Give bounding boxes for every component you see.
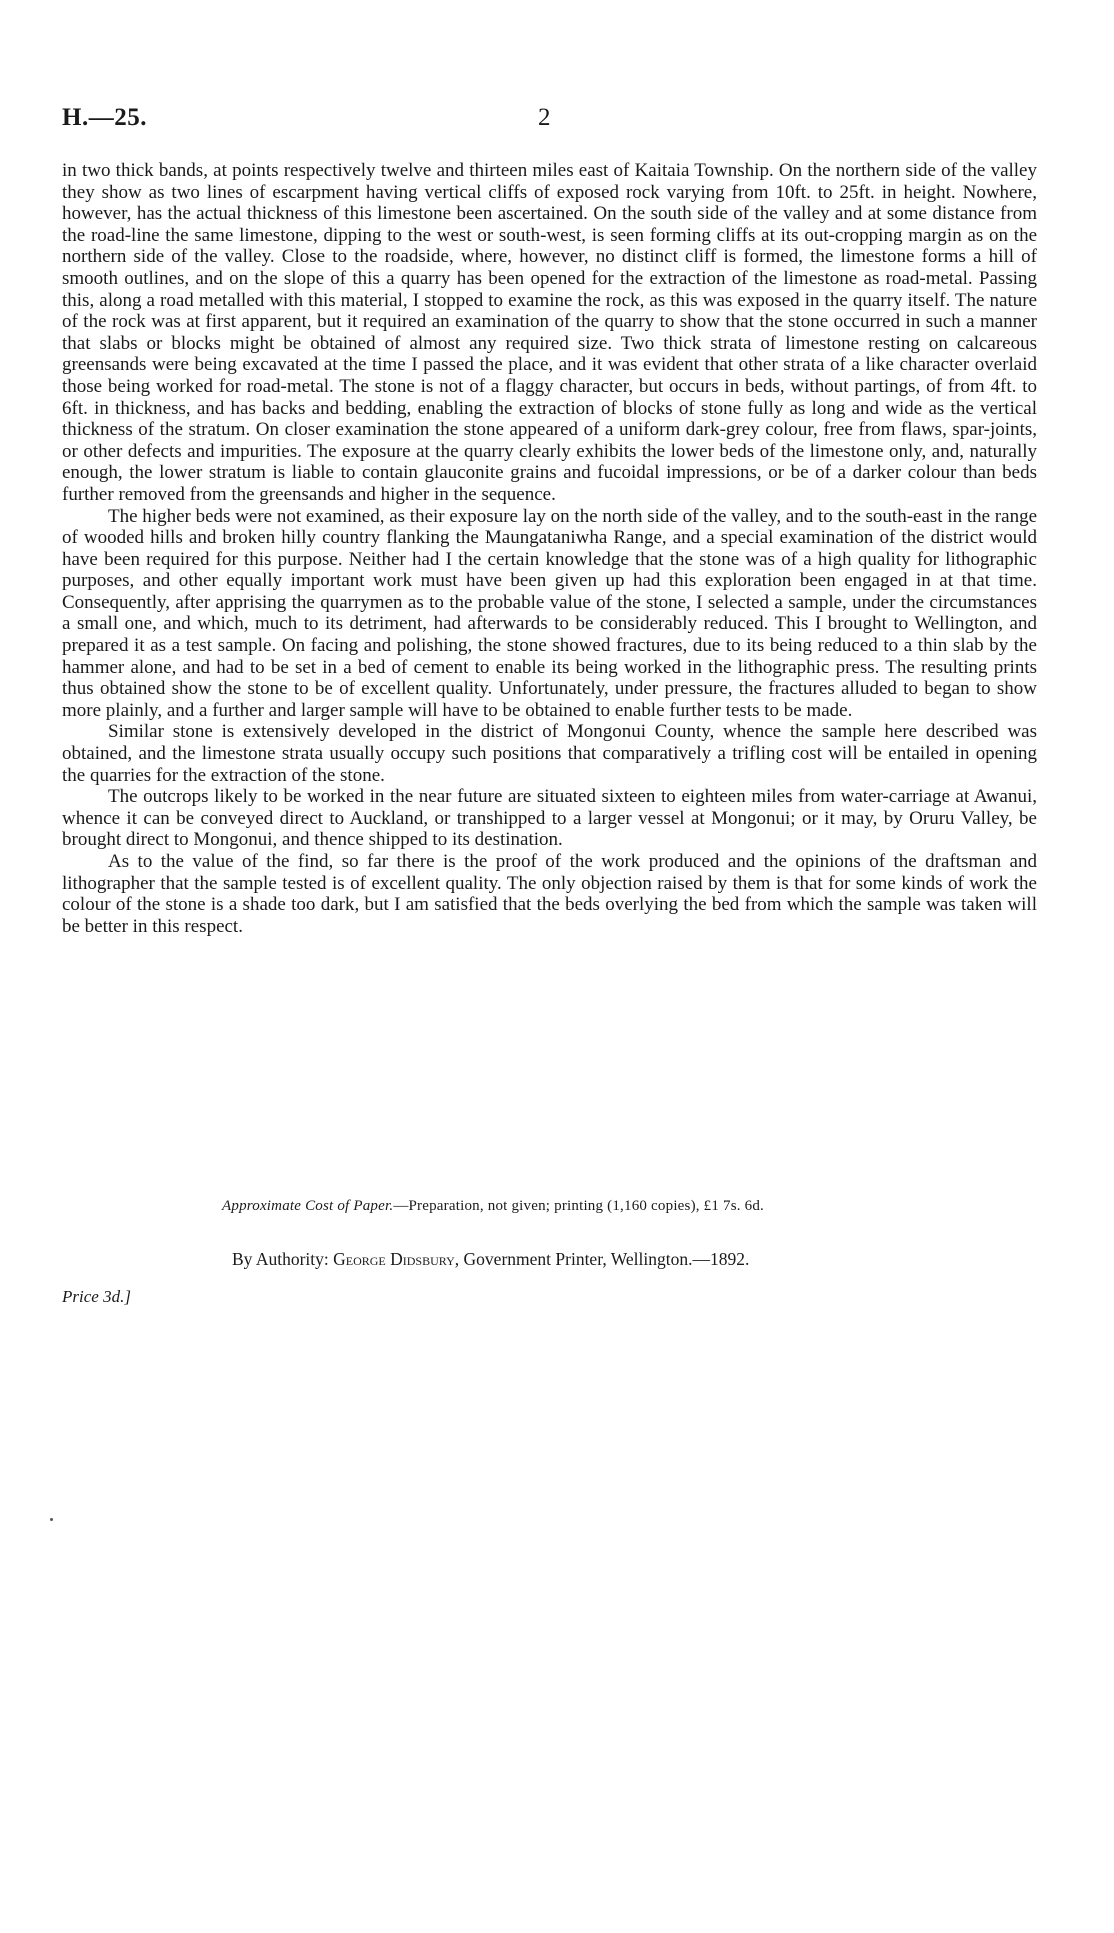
imprint-suffix: , Government Printer, Wellington.—1892. xyxy=(454,1249,750,1269)
printer-name: George Didsbury xyxy=(333,1249,455,1269)
paragraph-1: in two thick bands, at points respectively twelve and thirteen miles east of Kaitaia Township. On the northern side of the valley they show as two lines of escarpment having vertical cliffs of exposed rock varying from 10ft. to 25ft. in height. Nowhere, however, has the actual thickness of this limestone been ascertained. On the south side of the valley and at some distance from the road-line the same limestone, dipping to the west or south-west, is seen forming cliffs at its out-cropping margin as on the northern side of the valley. Close to the roadside, where, however, no distinct cliff is formed, the limestone forms a hill of smooth outlines, and on the slope of this a quarry has been opened for the extraction of the limestone as road-metal. Passing this, along a road metalled with this material, I stopped to examine the rock, as this was exposed in the quarry itself. The nature of the rock was at first apparent, but it required an examination of the quarry to show that the stone occurred in such a manner that slabs or blocks might be obtained of almost any required size. Two thick strata of limestone resting on calcareous greensands were being excavated at the time I passed the place, and it was evident that other strata of a like character overlaid those being worked for road-metal. The stone is not of a flaggy character, but occurs in beds, without partings, of from 4ft. to 6ft. in thickness, and has backs and bedding, enabling the extraction of blocks of stone fully as long and wide as the vertical thickness of the stratum. On closer examination the stone appeared of a uniform dark-grey colour, free from flaws, spar-joints, or other defects and impurities. The exposure at the quarry clearly exhibits the lower beds of the limestone only, and, naturally enough, the lower stratum is liable to contain glauconite grains and fucoidal impressions, or be of a darker colour than beds further removed from the greensands and higher in the sequence. xyxy=(62,160,1037,505)
page-number: 2 xyxy=(538,104,551,131)
paragraph-2: The higher beds were not examined, as their exposure lay on the north side of the valley, and to the south-east in the range of wooded hills and broken hilly country flanking the Maungataniwha Range, and a special examination of the district would have been required for this purpose. Neither had I the certain knowledge that the stone was of a high quality for lithographic purposes, and other equally important work must have been given up had this exploration been engaged in at that time. Consequently, after apprising the quarrymen as to the probable value of the stone, I selected a sample, under the circumstances a small one, and which, much to its detriment, had afterwards to be considerably reduced. This I brought to Wellington, and prepared it as a test sample. On facing and polishing, the stone showed fractures, due to its being reduced to a thin slab by the hammer alone, and had to be set in a bed of cement to enable its being worked in the lithographic press. The resulting prints thus obtained show the stone to be of excellent quality. Unfortunately, under pressure, the fractures alluded to began to show more plainly, and a further and larger sample will have to be obtained to enable further tests to be made. xyxy=(62,505,1037,721)
paragraph-4: The outcrops likely to be worked in the near future are situated sixteen to eighteen miles from water-carriage at Awanui, whence it can be conveyed direct to Auckland, or transhipped to a larger vessel at Mongonui; or it may, by Oruru Valley, be brought direct to Mongonui, and thence shipped to its destination. xyxy=(62,786,1037,851)
ink-speck xyxy=(50,1518,53,1521)
document-reference: H.—25. xyxy=(62,104,147,131)
cost-of-paper-note xyxy=(222,1198,764,1215)
body-text xyxy=(62,160,1037,937)
price-note: Price 3d.] xyxy=(62,1287,131,1306)
imprint-prefix: By Authority: xyxy=(232,1249,329,1269)
cost-note-detail: —Preparation, not given; printing (1,160 copies), £1 7s. 6d. xyxy=(393,1198,765,1214)
paragraph-5: As to the value of the find, so far there is the proof of the work produced and the opinions of the draftsman and lithographer that the sample tested is of excellent quality. The only objection raised by them is that for some kinds of work the colour of the stone is a shade too dark, but I am satisfied that the beds overlying the bed from which the sample was taken will be better in this respect. xyxy=(62,851,1037,937)
printer-imprint xyxy=(232,1249,749,1270)
paragraph-3: Similar stone is extensively developed in the district of Mongonui County, whence the sample here described was obtained, and the limestone strata usually occupy such positions that comparatively a trifling cost will be entailed in opening the quarries for the extraction of the stone. xyxy=(62,721,1037,786)
cost-note-lead: Approximate Cost of Paper. xyxy=(222,1198,394,1214)
